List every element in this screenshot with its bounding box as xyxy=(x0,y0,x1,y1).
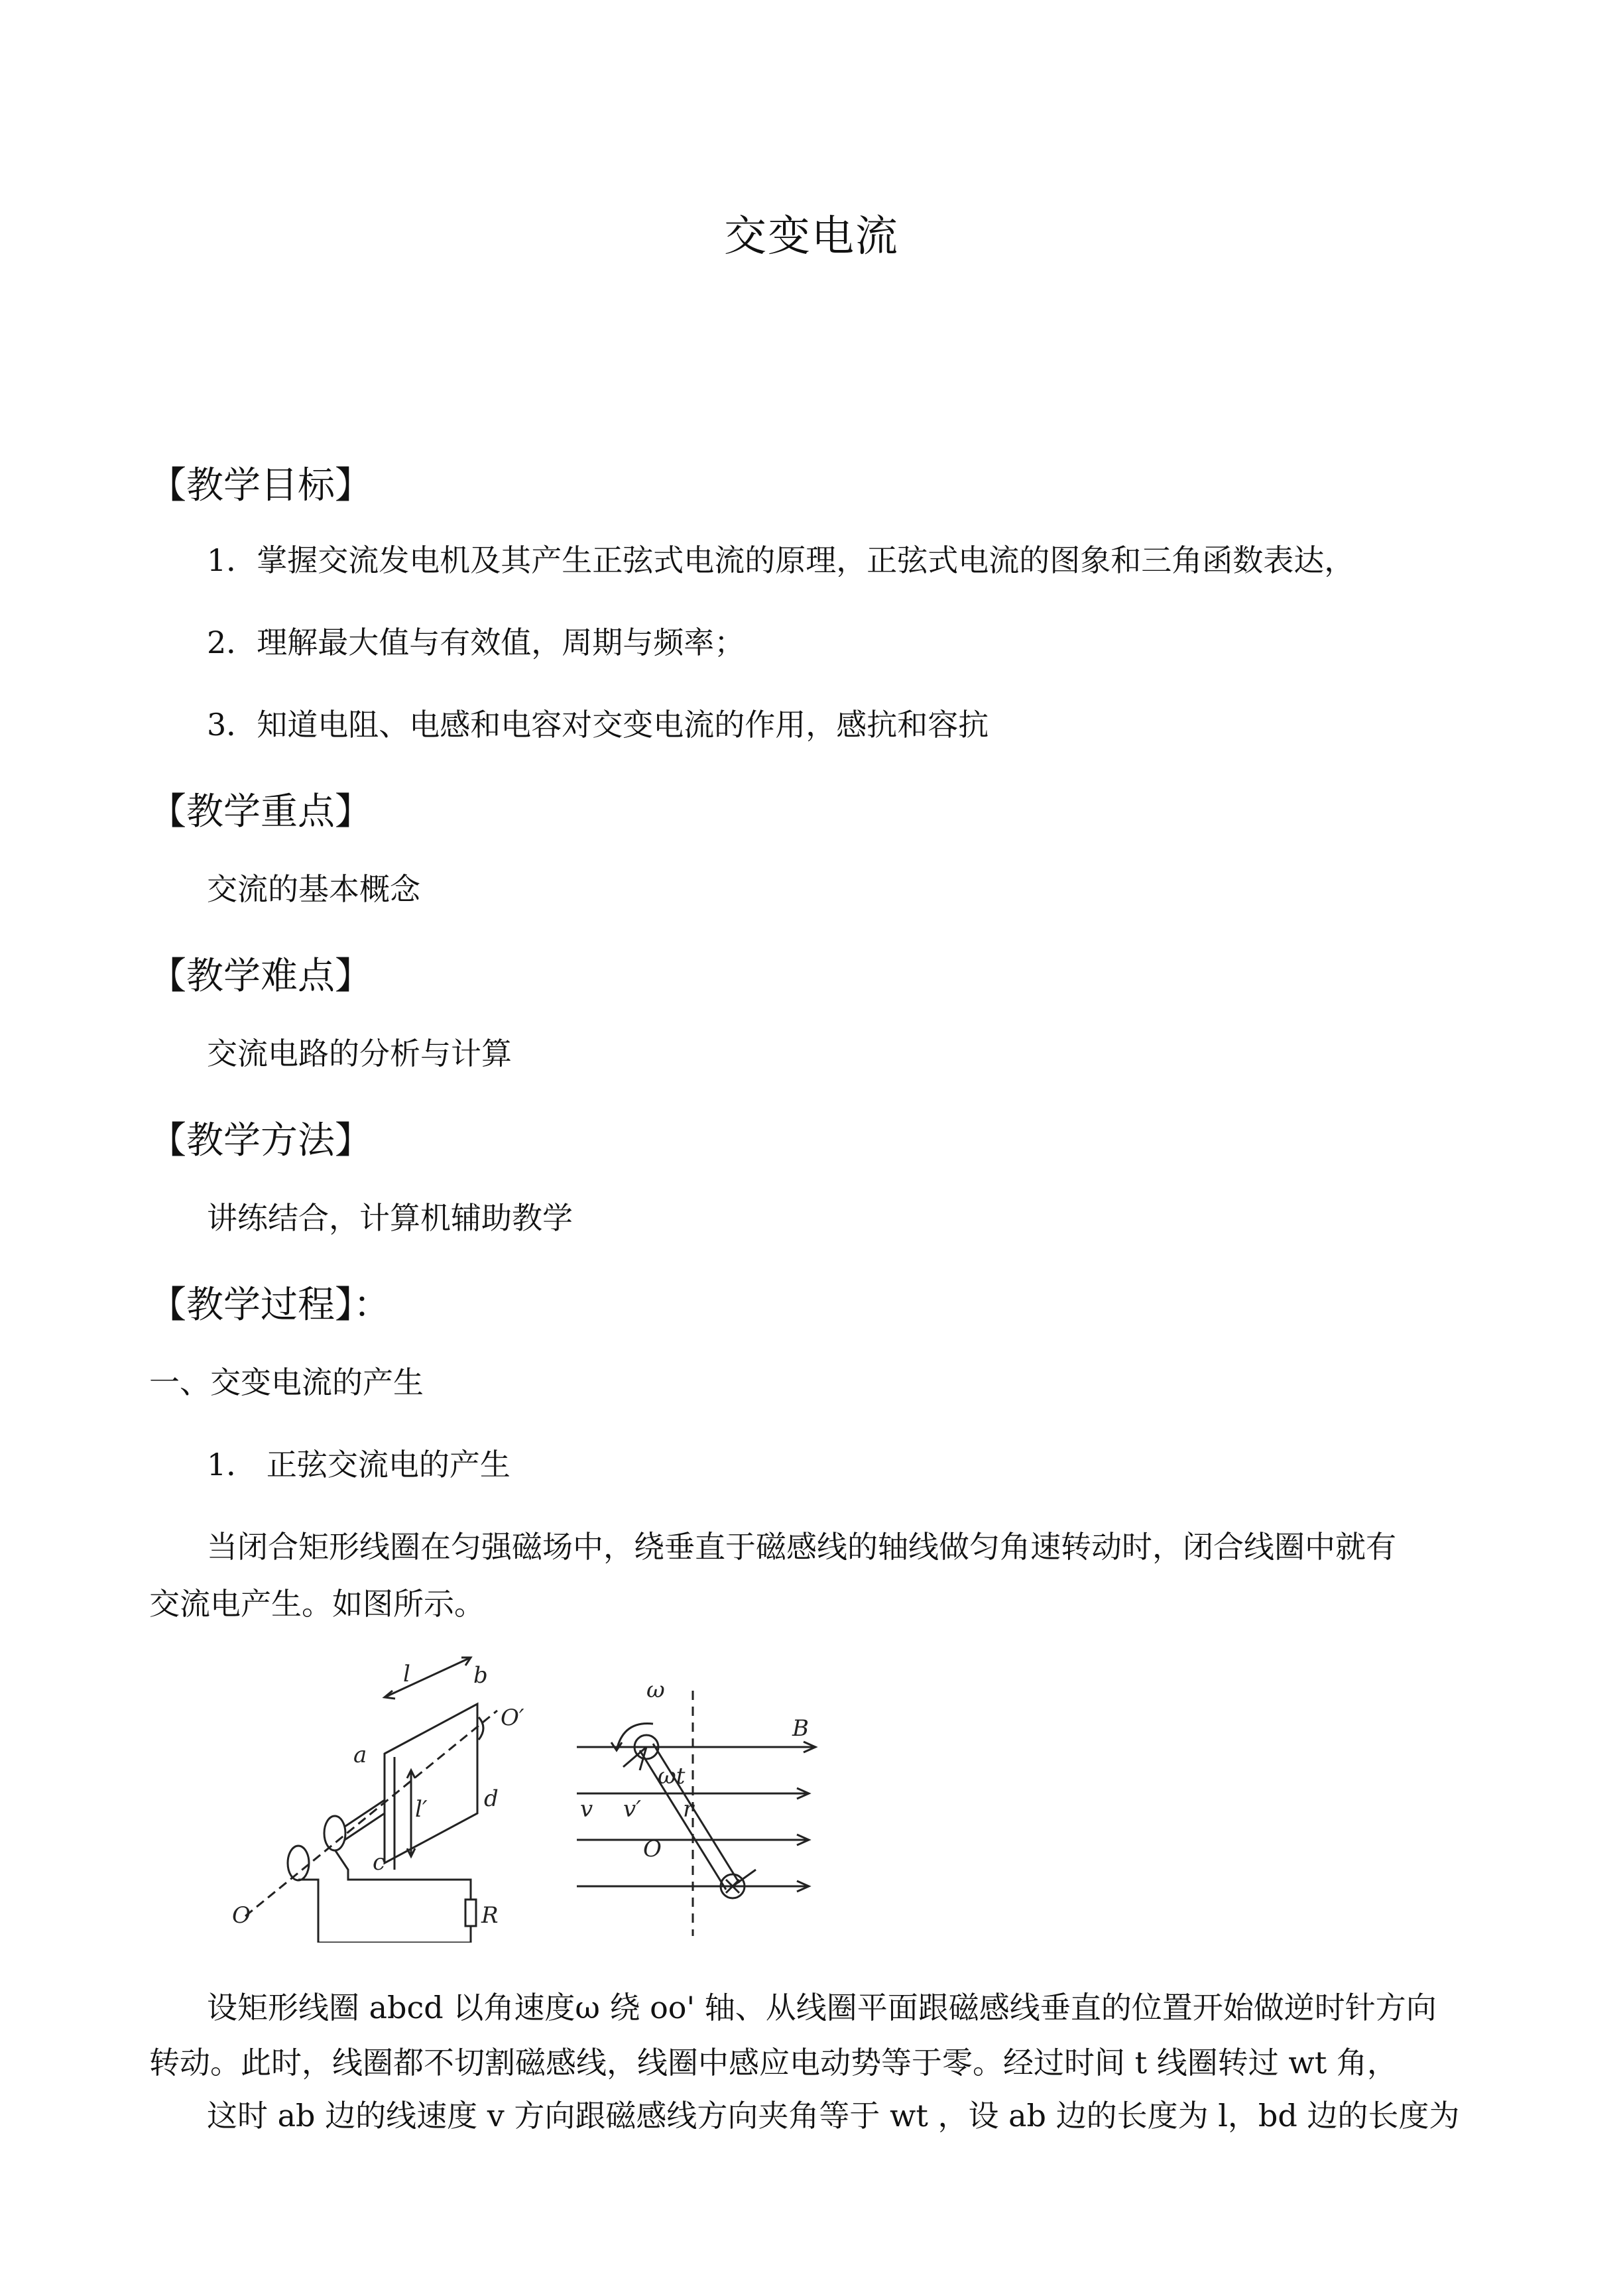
generator-figure xyxy=(219,1651,842,1943)
methods-text: 讲练结合，计算机辅助教学 xyxy=(207,1200,573,1236)
part1-title: 一、交变电流的产生 xyxy=(149,1364,424,1400)
label-o: O xyxy=(232,1902,251,1929)
label-b: b xyxy=(473,1662,488,1689)
label-o-prime: O′ xyxy=(501,1705,524,1731)
para1-line1: 当闭合矩形线圈在匀强磁场中，绕垂直于磁感线的轴线做匀角速转动时，闭合线圈中就有 xyxy=(207,1529,1396,1565)
para2-line1: 设矩形线圈 abcd 以角速度ω 绕 oo' 轴、从线圈平面跟磁感线垂直的位置开始做逆时针方向 xyxy=(207,1990,1437,2025)
key-points-text: 交流的基本概念 xyxy=(207,871,420,907)
label-o-center: O xyxy=(643,1836,662,1862)
label-l-prime: l′ xyxy=(415,1796,428,1823)
methods-heading: 【教学方法】 xyxy=(149,1119,372,1162)
sub1-title: 1． 正弦交流电的产生 xyxy=(207,1447,511,1482)
page-title: 交变电流 xyxy=(724,212,899,261)
para1-line2: 交流电产生。如图所示。 xyxy=(149,1586,485,1622)
coil-labels xyxy=(232,1661,524,1929)
label-d: d xyxy=(484,1785,499,1812)
label-v: v xyxy=(580,1796,593,1823)
key-points-heading: 【教学重点】 xyxy=(149,790,372,833)
difficulties-heading: 【教学难点】 xyxy=(149,955,372,998)
para2-line2: 转动。此时，线圈都不切割磁感线，线圈中感应电动势等于零。经过时间 t 线圈转过 wt 角， xyxy=(149,2045,1398,2081)
label-r-radius: r xyxy=(683,1796,694,1823)
para2-line3: 这时 ab 边的线速度 v 方向跟磁感线方向夹角等于 wt ，设 ab 边的长度为 l，bd 边的长度为 xyxy=(207,2098,1460,2134)
label-c: c xyxy=(373,1849,386,1876)
label-l: l xyxy=(403,1661,410,1687)
label-b-field: B xyxy=(792,1715,809,1742)
process-heading: 【教学过程】： xyxy=(149,1284,391,1327)
cross-section-diagram xyxy=(577,1677,815,1936)
label-v-prime: v′ xyxy=(623,1796,641,1823)
label-omega: ω xyxy=(646,1677,665,1703)
difficulties-text: 交流电路的分析与计算 xyxy=(207,1036,512,1071)
cross-section-labels xyxy=(580,1677,809,1862)
label-omega-t: ωt xyxy=(658,1763,686,1789)
objective-item-1: 1．掌握交流发电机及其产生正弦式电流的原理，正弦式电流的图象和三角函数表达， xyxy=(207,542,1355,578)
objective-item-3: 3．知道电阻、电感和电容对交变电流的作用，感抗和容抗 xyxy=(207,707,989,743)
objectives-heading: 【教学目标】 xyxy=(149,464,372,507)
coil-diagram xyxy=(245,1658,497,1943)
label-r: R xyxy=(481,1902,499,1929)
objective-item-2: 2．理解最大值与有效值，周期与频率； xyxy=(207,625,745,660)
label-a: a xyxy=(353,1742,367,1768)
